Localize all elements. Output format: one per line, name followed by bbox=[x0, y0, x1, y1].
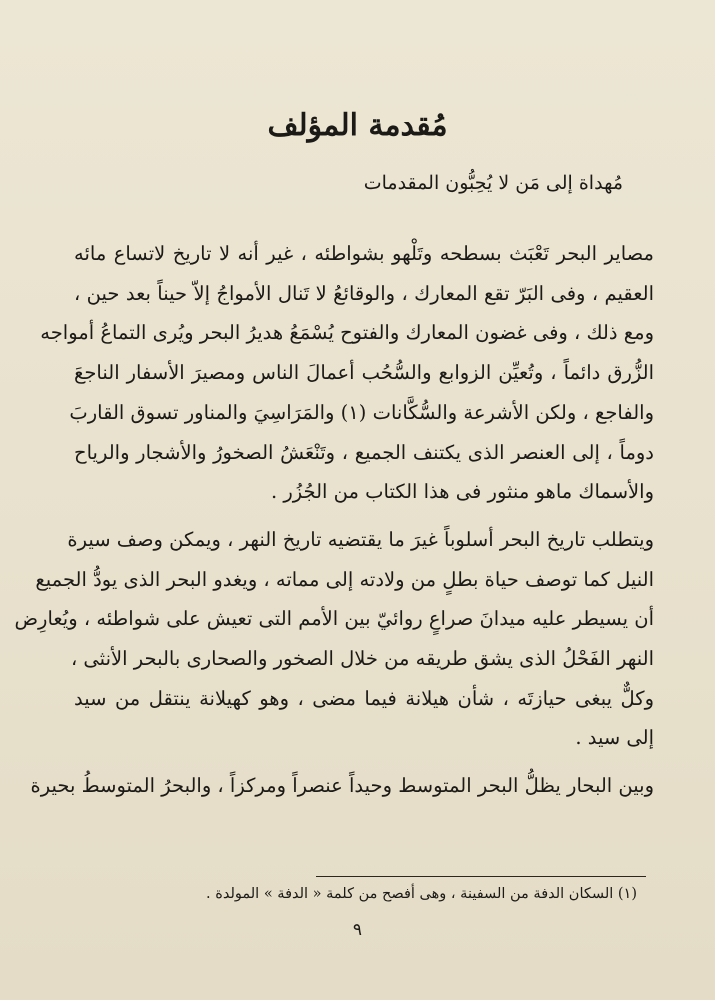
text-line: الزُّرق دائماً ، وتُعيِّن الزوابع والسُّحُب أعمالَ الناس ومصيرَ الأسفار الناجعَ bbox=[74, 361, 654, 385]
text-line: وكلٌّ يبغى حيازتَه ، شأن هيلانة فيما مضى ، وهو كهيلانة ينتقل من سيد bbox=[74, 686, 654, 710]
page-number: ٩ bbox=[352, 920, 363, 940]
text-line: ومع ذلك ، وفى غضون المعارك والفتوح يُسْمَعُ هديرُ البحر ويُرى التماعُ أمواجه bbox=[40, 321, 654, 345]
text-line: والأسماك ماهو منثور فى هذا الكتاب من الجُزُر . bbox=[270, 480, 654, 504]
footnote: (١) السكان الدفة من السفينة ، وهى أفصح من كلمة « الدفة » المولدة . bbox=[206, 886, 637, 902]
text-line: دوماً ، إلى العنصر الذى يكتنف الجميع ، وتَنْعَشُ الصخورُ والأشجار والرياح bbox=[74, 440, 654, 464]
text-line: إلى سيد . bbox=[575, 726, 654, 750]
paragraph-3 bbox=[30, 766, 654, 806]
text-line: وبين البحار يظلُّ البحر المتوسط وحيداً عنصراً ومركزاً ، والبحرُ المتوسطُ بحيرة bbox=[30, 774, 654, 798]
paragraph-2 bbox=[14, 520, 654, 758]
text-line: والفاجع ، ولكن الأشرعة والسُّكَّانات (١) والمَرَاسِيَ والمناور تسوق القاربَ bbox=[69, 400, 654, 424]
footnote-divider bbox=[316, 876, 646, 877]
paragraph-1 bbox=[40, 234, 654, 512]
page-title: مُقدمة المؤلف bbox=[267, 108, 448, 143]
text-line: ويتطلب تاريخ البحر أسلوباً غيرَ ما يقتضيه تاريخ النهر ، ويمكن وصف سيرة bbox=[67, 527, 654, 551]
body-text bbox=[14, 234, 654, 806]
text-line: العقيم ، وفى البَرّ تقع المعارك ، والوقائعُ لا تَنال الأمواجُ إلاّ حيناً بعد حين ، bbox=[74, 281, 654, 305]
text-line: أن يسيطر عليه ميدانَ صراعٍ روائيّ بين الأمم التى تعيش على شواطئه ، ويُعارِض bbox=[14, 607, 654, 631]
text-line: النيل كما توصف حياة بطلٍ من ولادته إلى مماته ، ويغدو البحر الذى يودُّ الجميع bbox=[35, 567, 654, 591]
dedication: مُهداة إلى مَن لا يُحِبُّون المقدمات bbox=[363, 172, 623, 194]
text-line: النهر الفَحْلُ الذى يشق طريقه من خلال الصخور والصحارى بالبحر الأنثى ، bbox=[70, 647, 654, 671]
text-line: مصاير البحر تَعْبَث بسطحه وتَلْهو بشواطئه ، غير أنه لا تاريخ لاتساع مائه bbox=[74, 242, 654, 265]
